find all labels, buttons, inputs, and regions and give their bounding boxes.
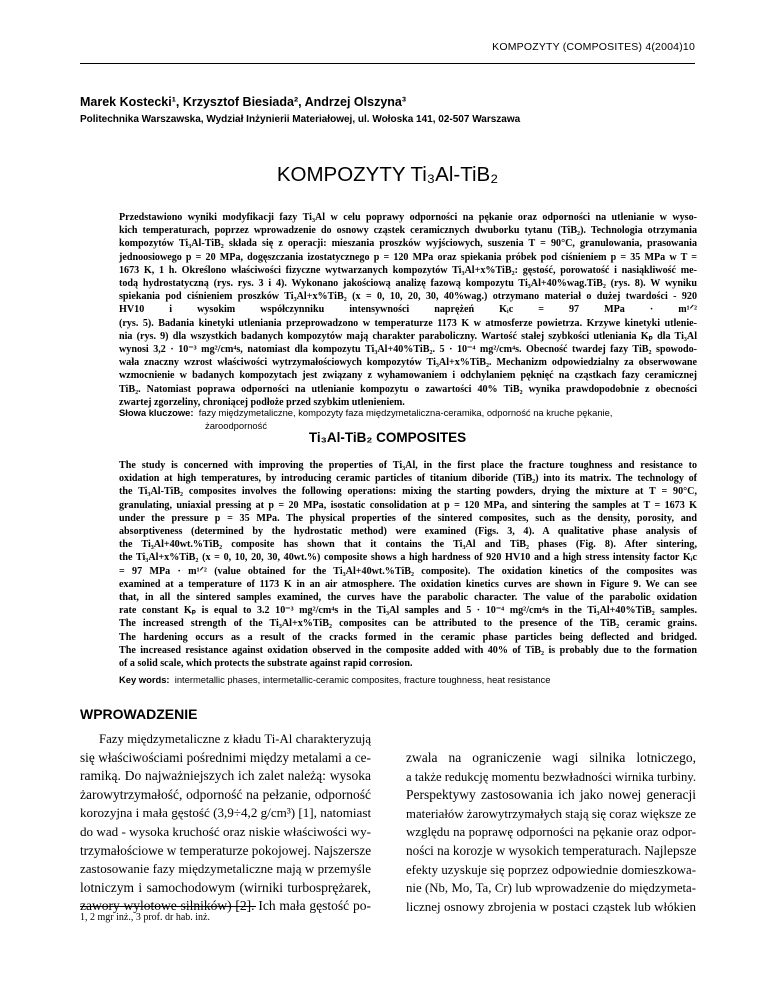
- abstract-en-line: = 97 MPa · m¹ᐟ² (value obtained for the Ti₃Al+40wt.%TiB₂ composite). The oxidation kinetics of the composites was: [119, 565, 697, 577]
- keywords-en-text: intermetallic phases, intermetallic-ceramic composites, fracture toughness, heat resistance: [174, 674, 551, 685]
- abstract-pl-line: wała znaczny wzrost właściwości wytrzymałościowych kompozytów Ti₃Al+x%TiB₂. Mechanizm odpowiedzialny za obserwowane: [119, 357, 697, 369]
- body-line: zwala na ograniczenie wagi silnika lotniczego,: [406, 750, 696, 765]
- abstract-pl-line: HV10 i wysokim współczynniku intensywności naprężeń Kᵢc = 97 MPa · m¹ᐟ²: [119, 304, 697, 316]
- abstract-en-line: granulating, uniaxial pressing at p = 20 MPa, isostatic consolidation at p = 120 MPa, and sintering the samples at T = 1673 K: [119, 499, 697, 511]
- abstract-en-line: oxidation at high temperatures, by introducing ceramic particles of titanium diboride (TiB₂) into its matrix. The technology of: [119, 473, 697, 485]
- body-line: się właściwościami pośrednimi między metalami a ce-: [80, 749, 371, 765]
- header-rule: [80, 63, 695, 64]
- abstract-pl-line: kich temperaturach, poprzez wprowadzenie do osnowy cząstek ceramicznych dwuborku tytanu (TiB₂). Technologia otrzymania: [119, 225, 697, 237]
- abstract-pl-line: zwartej zgorzeliny, chroniącej podłoże przed szybkim utlenieniem.: [119, 396, 405, 408]
- abstract-pl-line: 1673 K, 1 h. Określono właściwości fizyczne wytwarzanych kompozytów Ti₃Al+x%TiB₂: gęstość, porowatość i nasiąkliwość me-: [119, 264, 697, 276]
- abstract-en-line: the Ti₃Al+x%TiB₂ (x = 0, 10, 20, 30, 40wt.%) composite shows a high hardness of 920 HV10 and a high stress intensity factor Kᵢc: [119, 552, 697, 564]
- authors: Marek Kostecki¹, Krzysztof Biesiada², Andrzej Olszyna³: [80, 95, 407, 109]
- abstract-english: [119, 459, 697, 670]
- abstract-en-line: absorptiveness (determined by the hydrostatic method) were examined (Figs. 3, 4). A qualitative phase analysis of: [119, 526, 697, 538]
- abstract-en-line: rate constant Kₚ is equal to 3.2 10⁻³ mg²/cm⁴s in the Ti₃Al samples and 5 · 10⁻⁴ mg²/cm⁴s in the Ti₃Al+40%TiB₂ samples.: [119, 605, 697, 617]
- body-column-right: [406, 749, 696, 916]
- abstract-en-line: that, in all the sintered samples examined, the curves have the parabolic character. The value of the parabolic oxidation: [119, 592, 697, 604]
- keywords-english: [119, 673, 550, 686]
- abstract-pl-line: todą hydrostatyczną (rys. rys. 3 i 4). Wykonano jakościową analizę fazową kompozytu Ti₃Al+40%wag.TiB₂ (rys. 8). W wyniku: [119, 278, 697, 290]
- abstract-en-line: the Ti₃Al-TiB₂ composites involves the following operations: mixing the starting powders, drying the mixture at T = 90°C,: [119, 486, 697, 498]
- keywords-polish: [119, 406, 612, 432]
- footnote: 1, 2 mgr inż., 3 prof. dr hab. inż.: [80, 912, 210, 923]
- title-english: Ti₃Al-TiB₂ COMPOSITES: [308, 430, 467, 445]
- body-line: żarowytrzymałość, odporność na pełzanie, odporność: [80, 786, 371, 802]
- body-line: do wad - wysoka kruchość oraz niskie właściwości wy-: [80, 823, 371, 839]
- body-line: trzymałościowe w temperaturze pokojowej. Najszersze: [80, 842, 372, 858]
- abstract-pl-line: (rys. 5). Badania kinetyki utleniania przeprowadzono w temperaturze 1173 K w atmosferze powietrza. Krzywe kinetyki utlenie-: [119, 317, 697, 329]
- keywords-pl-label: Słowa kluczowe:: [119, 407, 194, 418]
- body-line: nie (Nb, Mo, Ta, Cr) lub wprowadzenie do międzymeta-: [406, 881, 696, 896]
- abstract-en-line: The increased strength of the Ti₃Al+x%TiB₂ composites can be attributed to the presence of the TiB₂ ceramic grains.: [119, 618, 697, 630]
- abstract-pl-line: kompozytów Ti₃Al-TiB₂ składa się z operacji: mieszania proszków wyjściowych, suszenia T = 90°C, granulowania, prasowania: [119, 238, 697, 250]
- body-line: korozyjna i mała gęstość (3,9÷4,2 g/cm³) [1], natomiast: [80, 805, 372, 821]
- keywords-en-label: Key words:: [119, 674, 170, 685]
- abstract-en-line: The increased resistance against oxidation observed in the composite added with 40% of TiB₂ is probably due to the formation: [119, 644, 697, 656]
- body-line: ności na korozje w wysokich temperaturach. Najlepsze: [406, 842, 697, 858]
- abstract-pl-line: Przedstawiono wyniki modyfikacji fazy Ti₃Al w celu poprawy odporności na pękanie oraz odporności na utlenianie w wyso-: [119, 212, 697, 223]
- body-line: zastosowanie fazy międzymetaliczne mają w przemyśle: [80, 861, 371, 877]
- keywords-pl-text-cont: żaroodporność: [205, 420, 268, 431]
- section-heading: WPROWADZENIE: [80, 706, 198, 722]
- abstract-en-line: The hardening occurs as a result of the cracks formed in the ceramic phase particles being deflected and bridged.: [119, 631, 697, 643]
- body-line: a także redukcję momentu bezwładności wirnika turbiny.: [406, 769, 696, 784]
- abstract-pl-line: TiB₂. Natomiast poprawa odporności na utlenianie kompozytu o zawartości 40% TiB₂ wynika prawdopodobnie z obecności: [119, 383, 697, 395]
- abstract-pl-line: wynosi 3,2 · 10⁻³ mg²/cm⁴s, natomiast dla kompozytu Ti₃Al+40%TiB₂. 5 · 10⁻⁴ mg²/cm⁴s. Obecność twardej fazy TiB₂ spowodo-: [119, 344, 697, 356]
- journal-header: KOMPOZYTY (COMPOSITES) 4(2004)10: [492, 41, 695, 53]
- abstract-en-line: examined at a temperature of 1173 K in an air atmosphere. The oxidation kinetics curves are shown in Figure 9. We can see: [119, 578, 697, 590]
- body-line: Fazy międzymetaliczne z kładu Ti-Al charakteryzują: [99, 732, 371, 746]
- abstract-pl-line: spiekania pod ciśnieniem proszków Ti₃Al+x%TiB₂ (x = 0, 10, 20, 30, 40%wag.) otrzymano materiał o dużej twardości - 920: [119, 291, 697, 303]
- abstract-pl-line: wzmocnienie w badanych kompozytach jest związany z wyhamowaniem i odchylaniem pęknięć na cząstkach fazy ceramicznej: [119, 370, 697, 382]
- affiliation: Politechnika Warszawska, Wydział Inżynierii Materiałowej, ul. Wołoska 141, 02-507 Warszawa: [80, 114, 521, 125]
- abstract-en-line: the Ti₃Al+40wt.%TiB₂ composite has shown that it contains the Ti₃Al and TiB₂ phases (Fig. 8). After sintering,: [119, 539, 697, 551]
- body-line: zawory wylotowe silników) [2]. Ich mała gęstość po-: [80, 898, 371, 914]
- body-column-left: [80, 730, 371, 916]
- abstract-en-line: under the pressure p = 35 MPa. The physical properties of the sintered composites, such as the density, porosity, and: [119, 512, 697, 524]
- keywords-pl-text: fazy międzymetaliczne, kompozyty faza międzymetaliczna-ceramika, odporność na kruche pękanie,: [198, 407, 613, 418]
- body-line: licznej osnowy zbrojenia w postaci cząstek lub włókien: [406, 898, 696, 914]
- body-line: względu na poprawę odporności na pękanie oraz odpor-: [406, 825, 696, 840]
- body-line: efekty uzyskuje się poprzez odpowiednie domieszkowa-: [406, 862, 696, 877]
- title-polish: KOMPOZYTY Ti₃Al-TiB₂: [276, 163, 499, 186]
- abstract-pl-line: nia (rys. 9) dla wszystkich badanych kompozytów mają charakter paraboliczny. Wartość stałej szybkości utleniania Kₚ dla Ti₃Al: [119, 330, 697, 342]
- abstract-polish: [119, 211, 697, 409]
- body-line: Perspektywy zastosowania ich jako nowej generacji: [406, 787, 696, 803]
- body-line: ramiką. Do najważniejszych ich zalet należą: wysoka: [80, 768, 371, 784]
- abstract-en-line: of a solid scale, which protects the substrate against rapid corrosion.: [119, 658, 413, 670]
- abstract-pl-line: jednoosiowego p = 20 MPa, dogęszczania izostatycznego p = 120 MPa oraz spiekania próbek pod ciśnieniem p = 35 MPa w T =: [119, 251, 697, 263]
- abstract-en-line: The study is concerned with improving the properties of Ti₃Al, in the first place the fracture toughness and resistance to: [119, 460, 697, 471]
- body-line: materiałów żarowytrzymałych stają się coraz większe ze: [406, 806, 696, 821]
- footnote-rule: [80, 906, 256, 907]
- body-line: lotniczym i samochodowym (wirniki turbosprężarek,: [80, 879, 371, 895]
